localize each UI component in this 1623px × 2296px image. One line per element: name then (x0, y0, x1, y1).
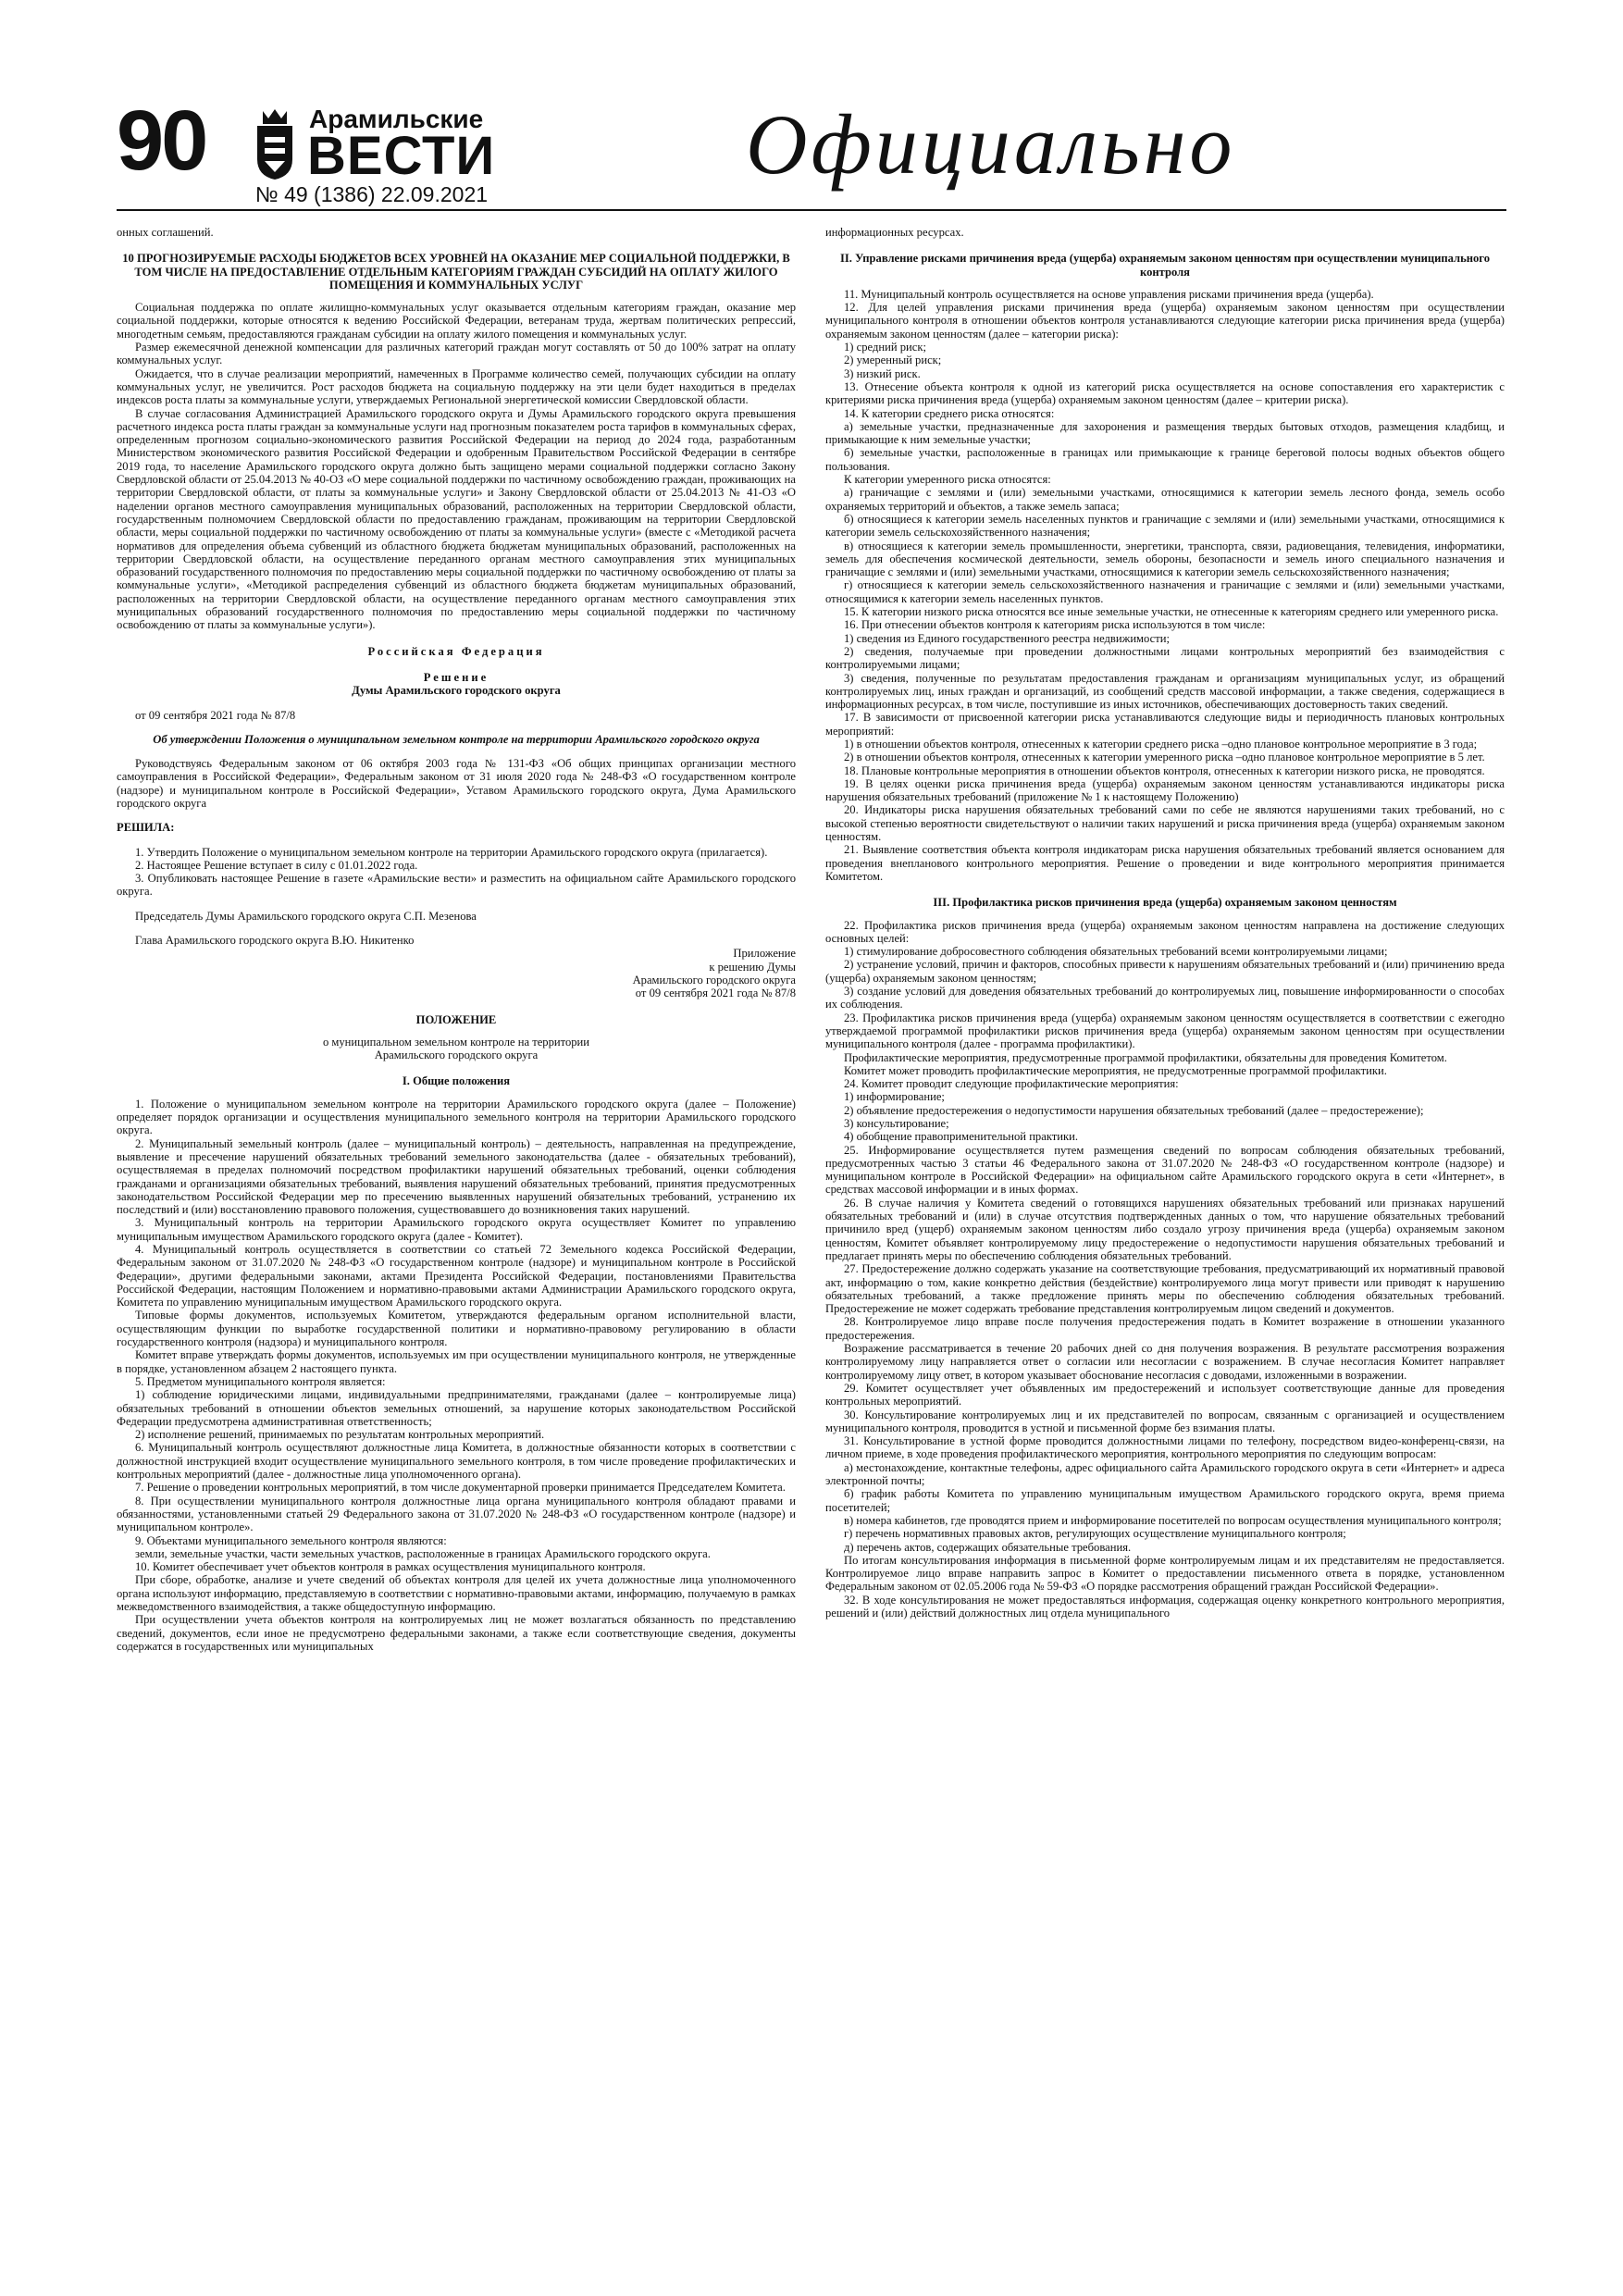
paragraph: Ожидается, что в случае реализации мероприятий, намеченных в Программе количество семей, получающих субсидии на оплату коммунальных услуг, не увеличится. Рост расходов бюджета на социальную поддержку на эти цели будет находиться в пределах индексов роста платы за коммунальные услуги, утверждаемых Региональной энергетической комиссии Свердловской области. (117, 366, 796, 407)
paragraph: 2) устранение условий, причин и факторов, способных привести к нарушениям обязательных требований и (или) причинению вреда (ущерба) охраняемым законом ценностям; (825, 958, 1505, 985)
paragraph: 5. Предметом муниципального контроля является: (135, 1374, 386, 1388)
paragraph: 7. Решение о проведении контрольных мероприятий, в том числе документарной проверки принимается Председателем Комитета. (135, 1481, 786, 1495)
paragraph: 2) объявление предостережения о недопустимости нарушения обязательных требований (далее – предостережение); (844, 1103, 1424, 1117)
paragraph: Возражение рассматривается в течение 20 рабочих дней со дня получения возражения. В результате рассмотрения возражения контролируемому лицу направляется ответ о согласии или несогласии с возражением. В случае несогласия Комитет направляет контролируемому лицу ответ, в котором указывает обоснование несогласия с доводами, изложенными в возражении. (825, 1342, 1505, 1382)
paragraph: 3) создание условий для доведения обязательных требований до контролируемых лиц, повышение информированности о способах их соблюдения. (825, 985, 1505, 1011)
paragraph: 11. Муниципальный контроль осуществляется на основе управления рисками причинения вреда (ущерба). (844, 287, 1374, 301)
paragraph: 2. Муниципальный земельный контроль (далее – муниципальный контроль) – деятельность, направленная на предупреждение, выявление и пресечение нарушений обязательных требований земельного законодательства (далее - обязательных требований), осуществляемая в пределах полномочий посредством профилактики нарушений обязательных требований, оценки соблюдения гражданами и организациями обязательных требований, выявления нарушений обязательных требований, принятия предусмотренных законодательством Российской Федерации мер по пресечению выявленных нарушений обязательных требований, устранению их последствий и (или) восстановлению правового положения, существовавшего до возникновения таких нарушений. (117, 1136, 796, 1217)
header-divider (117, 209, 1506, 211)
paragraph: 3) консультирование; (844, 1117, 949, 1130)
paragraph: Решение (423, 670, 489, 684)
paragraph: б) земельные участки, расположенные в границах или примыкающие к границе береговой полосы водных объектов общего пользования. (825, 446, 1505, 473)
paragraph: Глава Арамильского городского округа В.Ю. Никитенко (135, 934, 415, 948)
paragraph: 2) в отношении объектов контроля, отнесенных к категории умеренного риска –одно плановое контрольное мероприятие в 5 лет. (844, 751, 1485, 764)
paragraph: При осуществлении учета объектов контроля на контролируемых лиц не может возлагаться обязанность по представлению сведений, документов, если иное не предусмотрено федеральными законами, а также если соответствующие сведения, документы содержатся в государственных или муниципальных (117, 1613, 796, 1653)
paragraph: В случае согласования Администрацией Арамильского городского округа и Думы Арамильского городского округа превышения расчетного индекса роста платы граждан за коммунальные услуги над прогнозным показателем роста тарифов в коммунальных сферах, определенным прогнозом социально-экономического развития Российской Федерации на период до 2024 года, разработанным Министерством экономического развития Российской Федерации и одобренным Правительством Российской Федерации в сентябре 2019 года, то население Арамильского городского округа должно быть защищено мерами социальной поддержки согласно Закону Свердловской области от 25.04.2013 № 40-ОЗ «О мере социальной поддержки по частичному освобождению граждан, проживающих на территории Свердловской области, от платы за коммунальные услуги» и Закону Свердловской области от 25.04.2013 № 41-ОЗ «О наделении органов местного самоуправления муниципальных образований, расположенных на территории Свердловской области, государственным полномочием Свердловской области по предоставлению гражданам, проживающим на территории Свердловской области, меры социальной поддержки по частичному освобождению от платы за коммунальные услуги» (вместе с «Методикой расчета нормативов для определения объема субвенций из областного бюджета бюджетам муниципальных образований, расположенных на территории Свердловской области, на осуществление переданного органам местного самоуправления этих муниципальных образований государственного полномочия по предоставлению меры социальной поддержки по частичному освобождению от платы за коммунальные услуги», «Методикой распределения субвенций из областного бюджета бюджетам муниципальных образований, расположенных на территории Свердловской области, на осуществление переданного органам местного самоуправления этих муниципальных образований государственного полномочия по предоставлению меры социальной поддержки по частичному освобождению от платы за коммунальные услуги»). (117, 406, 796, 632)
paragraph: земли, земельные участки, части земельных участков, расположенные в границах Арамильского городского округа. (135, 1546, 711, 1560)
paragraph: Размер ежемесячной денежной компенсации для различных категорий граждан могут составлять от 50 до 100% затрат на оплату коммунальных услуг. (117, 341, 796, 367)
paragraph: 30. Консультирование контролируемых лиц и их представителей по вопросам, связанным с организацией и осуществлением муниципального контроля, проводится в устной и письменной форме без взимания платы. (825, 1408, 1505, 1434)
paragraph: а) местонахождение, контактные телефоны, адрес официального сайта Арамильского городского округа в сети «Интернет» и адреса электронной почты; (825, 1460, 1505, 1488)
paragraph: Российская Федерация (367, 644, 545, 658)
paragraph: 17. В зависимости от присвоенной категории риска устанавливаются следующие виды и периодичность плановых контрольных мероприятий: (825, 711, 1505, 738)
masthead (117, 93, 1506, 204)
paragraph: Комитет вправе утверждать формы документов, используемых им при осуществлении муниципального контроля, не утвержденные в порядке, установленном абзацем 2 настоящего пункта. (117, 1348, 796, 1375)
paragraph: 25. Информирование осуществляется путем размещения сведений по вопросам соблюдения обязательных требований, предусмотренных частью 3 статьи 46 Федерального закона от 31.07.2020 № 248-ФЗ «О государственном контроле (надзоре) и муниципальном контроле в Российской Федерации» на официальном сайте Арамильского городского округа в сети «Интернет», в средствах массовой информации и в иных формах. (825, 1143, 1505, 1197)
paragraph: 31. Консультирование в устной форме проводится должностными лицами по телефону, посредством видео-конференц-связи, на личном приеме, в ходе проведения профилактического мероприятия, контрольного мероприятия по следующим вопросам: (825, 1434, 1505, 1461)
paragraph: 1) в отношении объектов контроля, отнесенных к категории среднего риска –одно плановое контрольное мероприятие в 3 года; (844, 737, 1478, 751)
page-number: 90 (117, 93, 206, 188)
paragraph: к решению Думы (709, 960, 796, 974)
paragraph: 2) исполнение решений, принимаемых по результатам контрольных мероприятий. (135, 1428, 545, 1442)
paragraph: 14. К категории среднего риска относятся: (844, 406, 1055, 420)
paragraph: 28. Контролируемое лицо вправе после получения предостережения подать в Комитет возражение в отношении указанного предостережения. (825, 1315, 1505, 1342)
paragraph: Арамильского городского округа (632, 973, 796, 987)
paragraph: При сборе, обработке, анализе и учете сведений об объектах контроля для целей их учета должностные лица уполномоченного органа используют информацию, представляемую в соответствии с нормативно-правовыми актами, информацию, получаемую в рамках межведомственного взаимодействия, а также общедоступную информацию. (117, 1573, 796, 1614)
paragraph: 1. Положение о муниципальном земельном контроле на территории Арамильского городского округа (далее – Положение) определяет порядок организации и осуществления муниципального земельного контроля на территории Арамильского городского округа. (117, 1097, 796, 1137)
coat-of-arms-icon (254, 105, 296, 181)
paragraph: 3. Муниципальный контроль на территории Арамильского городского округа осуществляет Комитет по управлению муниципальным имуществом Арамильского городского округа (далее - Комитет). (117, 1216, 796, 1243)
paragraph: 16. При отнесении объектов контроля к категориям риска используются в том числе: (844, 618, 1266, 632)
paragraph: информационных ресурсах. (825, 226, 964, 239)
paragraph: 12. Для целей управления рисками причинения вреда (ущерба) охраняемым законом ценностям при осуществлении муниципального контроля в отношении объектов контроля устанавливаются следующие категории риска причинения вреда (ущерба) охраняемым законом ценностям (далее – категории риска): (825, 301, 1505, 341)
paragraph: д) перечень актов, содержащих обязательные требования. (844, 1540, 1132, 1554)
paragraph: 21. Выявление соответствия объекта контроля индикаторам риска нарушения обязательных требований является основанием для проведения внепланового контрольного мероприятия. Решение о проведении и виде контрольного мероприятия принимается Комитетом. (825, 843, 1505, 883)
paragraph: 15. К категории низкого риска относятся все иные земельные участки, не отнесенные к категориям среднего или умеренного риска. (844, 605, 1499, 619)
paragraph: 1) стимулирование добросовестного соблюдения обязательных требований всеми контролируемыми лицами; (844, 945, 1388, 959)
paragraph: в) относящиеся к категории земель промышленности, энергетики, транспорта, связи, радиовещания, телевидения, информатики, земель для обеспечения космической деятельности, земель обороны, безопасности и земель иного специального назначения и граничащие с землями и (или) земельными участками, относящимися к категории земель сельскохозяйственного назначения; (825, 539, 1505, 579)
paragraph: а) земельные участки, предназначенные для захоронения и размещения твердых бытовых отходов, размещения кладбищ, и примыкающие к ним земельные участки; (825, 419, 1505, 447)
paragraph: 1) средний риск; (844, 341, 926, 354)
paragraph: Приложение (733, 947, 796, 961)
paragraph: По итогам консультирования информация в письменной форме контролируемым лицам и их представителям не предоставляется. Контролируемое лицо вправе направить запрос в Комитет о предоставлении письменного ответа в порядке, установленном Федеральным законом от 02.05.2006 года № 59-ФЗ «О порядке рассмотрения обращений граждан Российской Федерации». (825, 1553, 1505, 1594)
paragraph: 1) информирование; (844, 1090, 945, 1104)
paragraph: от 09 сентября 2021 года № 87/8 (635, 987, 796, 1000)
paragraph: РЕШИЛА: (117, 821, 175, 835)
paragraph: 2) сведения, получаемые при проведении должностными лицами контрольных мероприятий без взаимодействия с контролируемыми лицами; (825, 644, 1505, 672)
paragraph: Комитет может проводить профилактические мероприятия, не предусмотренные программой профилактики. (844, 1063, 1387, 1077)
paragraph: 10. Комитет обеспечивает учет объектов контроля в рамках осуществления муниципального контроля. (135, 1560, 646, 1574)
paragraph: 1) соблюдение юридическими лицами, индивидуальными предпринимателями, гражданами (далее – контролируемые лица) обязательных требований в отношении объектов земельных отношений, за нарушение которых законодательством Российской Федерации предусмотрена административная ответственность; (117, 1388, 796, 1428)
paragraph: 9. Объектами муниципального земельного контроля являются: (135, 1533, 447, 1547)
paragraph: 1) сведения из Единого государственного реестра недвижимости; (844, 631, 1170, 645)
paragraph: 22. Профилактика рисков причинения вреда (ущерба) охраняемым законом ценностям направлена на достижение следующих основных целей: (825, 918, 1505, 945)
paragraph: б) относящиеся к категории земель населенных пунктов и граничащие с землями и (или) земельными участками, относящимися к категории земель сельскохозяйственного назначения; (825, 512, 1505, 540)
paragraph: Арамильского городского округа (374, 1049, 539, 1062)
paragraph: 18. Плановые контрольные мероприятия в отношении объектов контроля, отнесенных к категории низкого риска, не проводятся. (844, 763, 1485, 777)
section-heading: III. Профилактика рисков причинения вреда (ущерба) охраняемым законом ценностям (933, 896, 1397, 910)
paragraph: 20. Индикаторы риска нарушения обязательных требований сами по себе не являются нарушениями таких требований, но с высокой степенью вероятности свидетельствуют о наличии таких нарушений и риска причинения вреда (ущерба) охраняемым законом ценностям. (825, 803, 1505, 844)
paragraph: от 09 сентября 2021 года № 87/8 (135, 708, 296, 722)
paragraph: 26. В случае наличия у Комитета сведений о готовящихся нарушениях обязательных требований или признаках нарушений обязательных требований и (или) в случае отсутствия подтвержденных данных о том, что нарушение обязательных требований причинило вред (ущерб) охраняемым законом ценностям либо создало угрозу причинения вреда (ущерба) охраняемым законом ценностям, Комитет объявляет контролируемому лицу предостережение о недопустимости нарушения обязательных требований и предлагает принять меры по обеспечению соблюдения обязательных требований. (825, 1196, 1505, 1262)
section-heading: 10 ПРОГНОЗИРУЕМЫЕ РАСХОДЫ БЮДЖЕТОВ ВСЕХ УРОВНЕЙ НА ОКАЗАНИЕ МЕР СОЦИАЛЬНОЙ ПОДДЕРЖКИ, В ТОМ ЧИСЛЕ НА ПРЕДОСТАВЛЕНИЕ ОТДЕЛЬНЫМ КАТЕГОРИЯМ ГРАЖДАН СУБСИДИЙ НА ОПЛАТУ ЖИЛОГО ПОМЕЩЕНИЯ И КОММУНАЛЬНЫХ УСЛУГ (122, 252, 790, 292)
paragraph: К категории умеренного риска относятся: (844, 473, 1051, 487)
left-column (117, 226, 796, 2282)
paragraph: 24. Комитет проводит следующие профилактические мероприятия: (844, 1077, 1179, 1091)
paragraph: Думы Арамильского городского округа (352, 684, 561, 698)
section-title: Официально (746, 97, 1236, 192)
paragraph: 27. Предостережение должно содержать указание на соответствующие требования, предусматривающий их нормативный правовой акт, информацию о том, какие конкретно действия (бездействие) контролируемого лица могут привести или приводят к нарушению обязательных требований, а также предложение принять меры по обеспечению соблюдения обязательных требований. Предостережение не может содержать требование представления контролируемым лицом сведений и документов. (825, 1262, 1505, 1316)
paragraph: 13. Отнесение объекта контроля к одной из категорий риска осуществляется на основе сопоставления его характеристик с критериями риска причинения вреда (ущерба) охраняемым законом ценностям (далее – критерии риска). (825, 379, 1505, 407)
paragraph: а) граничащие с землями и (или) земельными участками, относящимися к категории земель лесного фонда, земель особо охраняемых территорий и объектов, а также земель запаса; (825, 486, 1505, 513)
paragraph: Социальная поддержка по оплате жилищно-коммунальных услуг оказывается отдельным категориям граждан, оказание мер социальной поддержки, которые относятся к ведению Российской Федерации, ветеранам труда, жертвам политических репрессий, многодетным семьям, предоставляются гражданам субсидии на оплату жилого помещения и коммунальных услуг. (117, 301, 796, 341)
paragraph: 3) сведения, полученные по результатам предоставления гражданам и организациям муниципальных услуг, из обращений контролируемых лиц, иных граждан и организаций, из сообщений средств массовой информации, а также сведения, содержащиеся в информационных ресурсах, в том числе, поступившие из иных источников, обеспечивающих достоверность таких сведений. (825, 671, 1505, 712)
paragraph: 8. При осуществлении муниципального контроля должностные лица органа муниципального контроля обладают правами и обязанностями, установленными статьей 29 Федерального закона от 31.07.2020 № 248-ФЗ «О государственном контроле (надзоре) и муниципальном контроле». (117, 1494, 796, 1534)
section-heading: I. Общие положения (402, 1074, 511, 1088)
paragraph: Типовые формы документов, используемых Комитетом, утверждаются федеральным органом исполнительной власти, осуществляющим функции по выработке государственной политики и нормативно-правовому регулированию в области государственного контроля (надзора) и муниципального контроля. (117, 1309, 796, 1349)
paragraph: 2) умеренный риск; (844, 354, 942, 367)
section-heading: ПОЛОЖЕНИЕ (415, 1012, 497, 1026)
paragraph: онных соглашений. (117, 226, 214, 239)
paragraph: 29. Комитет осуществляет учет объявленных им предостережений и использует соответствующие данные для проведения контрольных мероприятий. (825, 1381, 1505, 1409)
paragraph: 23. Профилактика рисков причинения вреда (ущерба) охраняемым законом ценностям осуществляется в соответствии с ежегодно утверждаемой программой профилактики рисков причинения вреда (ущерба) охраняемым законом ценностям при осуществлении муниципального контроля (далее - программа профилактики). (825, 1011, 1505, 1051)
newspaper-logo (254, 102, 587, 185)
paragraph: 19. В целях оценки риска причинения вреда (ущерба) охраняемым законом ценностям устанавливаются индикаторы риска нарушения обязательных требований (приложение № 1 к настоящему Положению) (825, 776, 1505, 804)
paragraph: Председатель Думы Арамильского городского округа С.П. Мезенова (135, 909, 477, 923)
paragraph: Профилактические мероприятия, предусмотренные программой профилактики, обязательны для проведения Комитетом. (844, 1050, 1447, 1064)
paragraph: 1. Утвердить Положение о муниципальном земельном контроле на территории Арамильского городского округа (прилагается). (135, 845, 768, 859)
paragraph: б) график работы Комитета по управлению муниципальным имуществом Арамильского городского округа, время приема посетителей; (825, 1487, 1505, 1514)
brand-top-text: Арамильские (309, 105, 484, 133)
paragraph: 2. Настоящее Решение вступает в силу с 01.01.2022 года. (135, 858, 418, 872)
paragraph: 4) обобщение правоприменительной практики. (844, 1130, 1079, 1144)
paragraph: 3) низкий риск. (844, 366, 921, 380)
issue-number-date: № 49 (1386) 22.09.2021 (255, 182, 489, 206)
section-heading: II. Управление рисками причинения вреда (ущерба) охраняемым законом ценностям при осуществлении муниципального контроля (839, 252, 1491, 279)
paragraph: 3. Опубликовать настоящее Решение в газете «Арамильские вести» и разместить на официальном сайте Арамильского городского округа. (117, 872, 796, 899)
brand-main-text: ВЕСТИ (307, 126, 496, 186)
paragraph: г) относящиеся к категории земель сельскохозяйственного назначения и граничащие с землями и (или) земельными участками, относящимися к категории земель населенных пунктов. (825, 578, 1505, 605)
paragraph: в) номера кабинетов, где проводятся прием и информирование посетителей по вопросам осуществления муниципального контроля; (844, 1513, 1502, 1527)
paragraph: 4. Муниципальный контроль осуществляется в соответствии со статьей 72 Земельного кодекса Российской Федерации, Федеральным законом от 31.07.2020 № 248-ФЗ «О государственном контроле (надзоре) и муниципальном контроле в Российской Федерации», другими федеральными законами, актами Президента Российской Федерации, постановлениями Правительства Российской Федерации, настоящим Положением и нормативно-правовыми актами Администрации Арамильского городского округа, Комитета по управлению муниципальным имуществом Арамильского городского округа. (117, 1243, 796, 1309)
paragraph: 6. Муниципальный контроль осуществляют должностные лица Комитета, в должностные обязанности которых в соответствии с должностной инструкцией входит осуществление муниципального земельного контроля, в том числе проведение профилактических и контрольных мероприятий (далее - должностные лица уполномоченного органа). (117, 1441, 796, 1482)
paragraph: 32. В ходе консультирования не может предоставляться информация, содержащая оценку конкретного контрольного мероприятия, решений и (или) действий должностных лиц отдела муниципального (825, 1593, 1505, 1620)
paragraph: г) перечень нормативных правовых актов, регулирующих осуществление муниципального контроля; (844, 1527, 1346, 1541)
paragraph: Об утверждении Положения о муниципальном земельном контроле на территории Арамильского городского округа (153, 732, 760, 746)
paragraph: о муниципальном земельном контроле на территории (322, 1035, 590, 1049)
right-column (825, 226, 1505, 2282)
paragraph: Руководствуясь Федеральным законом от 06 октября 2003 года № 131-ФЗ «Об общих принципах организации местного самоуправления в Российской Федерации», Федеральным законом от 31 июля 2020 года № 248-ФЗ «О государственном контроле (надзоре) и муниципальном контроле в Российской Федерации», Уставом Арамильского городского округа, Дума Арамильского городского округа (117, 757, 796, 810)
